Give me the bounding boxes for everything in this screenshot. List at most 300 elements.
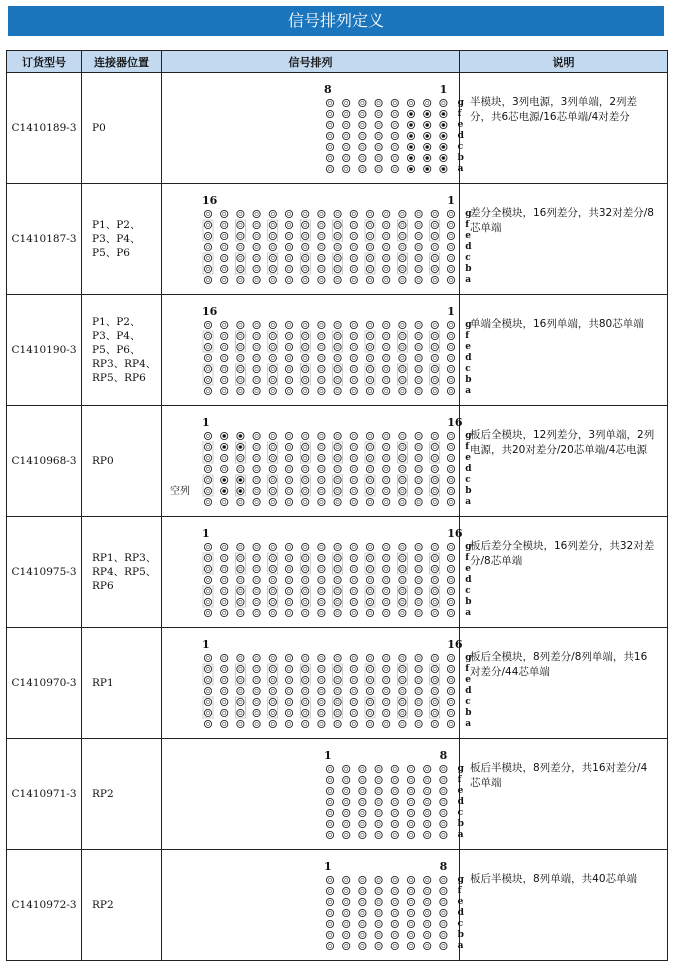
- pin-contact: [350, 720, 357, 727]
- pin-contact: [383, 498, 390, 505]
- pin-contact: [383, 254, 390, 261]
- pin-contact: [343, 942, 350, 949]
- pin-contact: [415, 687, 422, 694]
- pin-contact: [424, 876, 431, 883]
- pin-contact: [440, 165, 447, 172]
- pin-contact: [285, 387, 292, 394]
- pin-contact: [221, 321, 228, 328]
- pin-contact: [302, 432, 309, 439]
- column-end-number: 8: [439, 860, 448, 873]
- pin-contact: [285, 276, 292, 283]
- pin-contact: [334, 676, 341, 683]
- pin-contact: [440, 820, 447, 827]
- pin-contact: [318, 321, 325, 328]
- pin-contact: [415, 587, 422, 594]
- pin-contact: [366, 465, 373, 472]
- pin-contact: [375, 121, 382, 128]
- pin-contact: [302, 232, 309, 239]
- pin-contact: [285, 609, 292, 616]
- pin-contact: [204, 543, 211, 550]
- layout-cell: [162, 517, 472, 628]
- pin-contact: [399, 709, 406, 716]
- pin-contact: [237, 265, 244, 272]
- header-layout: 信号排列: [162, 51, 460, 73]
- pin-contact: [285, 232, 292, 239]
- pin-contact: [326, 99, 333, 106]
- pin-contact: [366, 276, 373, 283]
- pin-contact: [447, 443, 454, 450]
- pin-contact: [440, 909, 447, 916]
- pin-contact: [343, 887, 350, 894]
- pin-contact: [447, 476, 454, 483]
- pin-contact: [269, 654, 276, 661]
- layout-cell: [162, 295, 472, 406]
- pin-contact: [269, 321, 276, 328]
- pin-contact: [350, 321, 357, 328]
- position-cell: [82, 739, 162, 850]
- pin-contact: [415, 354, 422, 361]
- pin-contact: [359, 898, 366, 905]
- pin-contact: [415, 698, 422, 705]
- pin-grid: [200, 541, 459, 621]
- pin-contact: [359, 831, 366, 838]
- pin-contact: [431, 609, 438, 616]
- pin-contact: [221, 609, 228, 616]
- pin-contact: [269, 498, 276, 505]
- pin-contact: [237, 565, 244, 572]
- pin-contact: [326, 776, 333, 783]
- header-model: 订货型号: [7, 51, 82, 73]
- description-cell: [460, 406, 668, 517]
- pin-contact: [221, 387, 228, 394]
- pin-contact: [302, 343, 309, 350]
- pin-contact: [285, 554, 292, 561]
- pin-contact: [285, 343, 292, 350]
- pin-contact: [221, 709, 228, 716]
- pin-contact: [318, 254, 325, 261]
- pin-contact: [424, 898, 431, 905]
- pin-contact: [221, 254, 228, 261]
- pin-contact: [302, 676, 309, 683]
- pin-contact: [415, 232, 422, 239]
- pin-contact: [253, 709, 260, 716]
- pin-contact: [334, 343, 341, 350]
- pin-contact: [204, 576, 211, 583]
- connector-position: P1、P2、P3、P4、P5、P6: [92, 219, 141, 259]
- pin-contact: [343, 909, 350, 916]
- pin-contact: [391, 143, 398, 150]
- pin-contact: [431, 321, 438, 328]
- row-letter: e: [457, 897, 464, 907]
- row-letter: f: [465, 220, 470, 230]
- pin-contact: [253, 698, 260, 705]
- pin-contact: [237, 387, 244, 394]
- pin-contact: [447, 243, 454, 250]
- row-letter: a: [465, 275, 472, 285]
- pin-contact: [383, 543, 390, 550]
- pin-contact: [350, 576, 357, 583]
- column-end-number: 16: [447, 527, 463, 540]
- pin-contact: [302, 376, 309, 383]
- pin-contact: [383, 576, 390, 583]
- pin-contact: [399, 243, 406, 250]
- row-letter: b: [465, 486, 472, 496]
- pin-contact: [415, 210, 422, 217]
- pin-contact: [326, 110, 333, 117]
- row-letter: g: [465, 653, 472, 663]
- pin-contact: [407, 765, 414, 772]
- pin-contact: [366, 354, 373, 361]
- pin-contact: [350, 443, 357, 450]
- pin-contact: [334, 687, 341, 694]
- pin-contact: [302, 565, 309, 572]
- pin-contact: [383, 720, 390, 727]
- description-cell: [460, 184, 668, 295]
- pin-contact: [285, 265, 292, 272]
- pin-contact: [375, 920, 382, 927]
- pin-contact: [375, 165, 382, 172]
- pin-contact: [343, 776, 350, 783]
- pin-contact: [204, 609, 211, 616]
- pin-contact: [366, 387, 373, 394]
- pin-contact: [424, 121, 431, 128]
- pin-contact: [383, 665, 390, 672]
- pin-contact: [383, 265, 390, 272]
- model-number: C1410971-3: [11, 788, 77, 800]
- pin-contact: [253, 232, 260, 239]
- column-start-number: 1: [202, 527, 210, 540]
- pin-contact: [399, 354, 406, 361]
- description-text: 板后全模块，8列差分/8列单端，共16对差分/44芯单端: [470, 651, 648, 678]
- pin-contact: [415, 476, 422, 483]
- pin-contact: [302, 243, 309, 250]
- pin-contact: [383, 354, 390, 361]
- row-letter: e: [457, 786, 464, 796]
- pin-grid-svg: [322, 874, 452, 954]
- pin-contact: [440, 931, 447, 938]
- pin-contact: [415, 676, 422, 683]
- pin-contact: [366, 454, 373, 461]
- pin-contact: [302, 387, 309, 394]
- row-letter: f: [465, 442, 470, 452]
- pin-contact: [237, 243, 244, 250]
- pin-contact: [343, 99, 350, 106]
- pin-contact: [326, 876, 333, 883]
- pin-contact: [285, 654, 292, 661]
- pin-contact: [334, 454, 341, 461]
- pin-contact: [447, 698, 454, 705]
- row-letter: a: [457, 164, 464, 174]
- pin-grid: [200, 319, 459, 399]
- pin-contact: [375, 831, 382, 838]
- pin-contact: [237, 709, 244, 716]
- pin-contact: [237, 210, 244, 217]
- pin-contact: [383, 343, 390, 350]
- pin-contact: [237, 720, 244, 727]
- pin-contact: [221, 665, 228, 672]
- model-number: C1410970-3: [11, 677, 77, 689]
- description-text: 半模块，3列电源，3列单端，2列差分，共6芯电源/16芯单端/4对差分: [470, 96, 638, 123]
- pin-contact: [383, 387, 390, 394]
- pin-contact: [359, 931, 366, 938]
- pin-contact: [285, 210, 292, 217]
- row-letters: [465, 209, 471, 286]
- pin-contact: [269, 232, 276, 239]
- pin-contact: [350, 698, 357, 705]
- pin-contact: [391, 165, 398, 172]
- pin-contact: [407, 787, 414, 794]
- pin-contact: [269, 565, 276, 572]
- pin-contact: [221, 498, 228, 505]
- row-letter: e: [465, 342, 471, 352]
- row-letter: a: [457, 830, 464, 840]
- pin-contact: [285, 365, 292, 372]
- pin-contact: [399, 720, 406, 727]
- pin-contact: [366, 487, 373, 494]
- pin-contact: [350, 487, 357, 494]
- pin-contact: [366, 376, 373, 383]
- pin-contact: [415, 498, 422, 505]
- pin-contact: [221, 476, 228, 483]
- pin-contact: [366, 321, 373, 328]
- pin-contact: [204, 321, 211, 328]
- pin-contact: [447, 598, 454, 605]
- pin-contact: [359, 820, 366, 827]
- pin-contact: [415, 709, 422, 716]
- pin-contact: [407, 909, 414, 916]
- pin-contact: [415, 254, 422, 261]
- pin-contact: [285, 709, 292, 716]
- pin-contact: [334, 376, 341, 383]
- model-number: C1410189-3: [11, 122, 77, 134]
- pin-contact: [407, 154, 414, 161]
- pin-contact: [302, 576, 309, 583]
- pin-contact: [431, 709, 438, 716]
- pin-contact: [285, 665, 292, 672]
- model-number: C1410975-3: [11, 566, 77, 578]
- pin-contact: [326, 121, 333, 128]
- pin-contact: [350, 332, 357, 339]
- pin-contact: [334, 543, 341, 550]
- pin-contact: [415, 720, 422, 727]
- pin-contact: [221, 598, 228, 605]
- pin-contact: [285, 565, 292, 572]
- pin-contact: [399, 654, 406, 661]
- pin-contact: [383, 443, 390, 450]
- pin-contact: [424, 920, 431, 927]
- pin-contact: [431, 376, 438, 383]
- description-text: 单端全模块，16列单端，共80芯单端: [470, 318, 644, 330]
- pin-contact: [424, 831, 431, 838]
- pin-contact: [447, 265, 454, 272]
- pin-contact: [285, 443, 292, 450]
- pin-contact: [447, 676, 454, 683]
- connector-position: RP1、RP3、RP4、RP5、RP6: [92, 552, 157, 592]
- pin-contact: [285, 676, 292, 683]
- pin-contact: [285, 376, 292, 383]
- row-letter: g: [465, 431, 472, 441]
- pin-contact: [334, 609, 341, 616]
- pin-contact: [366, 543, 373, 550]
- pin-contact: [350, 210, 357, 217]
- pin-contact: [399, 565, 406, 572]
- pin-contact: [253, 276, 260, 283]
- pin-contact: [221, 443, 228, 450]
- pin-contact: [415, 609, 422, 616]
- pin-contact: [221, 576, 228, 583]
- pin-contact: [253, 720, 260, 727]
- pin-contact: [237, 676, 244, 683]
- pin-contact: [391, 787, 398, 794]
- pin-contact: [204, 343, 211, 350]
- pin-contact: [350, 354, 357, 361]
- pin-contact: [204, 598, 211, 605]
- pin-contact: [253, 576, 260, 583]
- row-letters: [458, 98, 464, 175]
- pin-contact: [359, 99, 366, 106]
- pin-contact: [285, 576, 292, 583]
- pin-contact: [326, 942, 333, 949]
- pin-contact: [318, 565, 325, 572]
- pin-contact: [269, 465, 276, 472]
- pin-contact: [447, 365, 454, 372]
- position-cell: [82, 850, 162, 961]
- pin-contact: [253, 665, 260, 672]
- pin-contact: [326, 831, 333, 838]
- pin-contact: [383, 676, 390, 683]
- pin-contact: [383, 276, 390, 283]
- pin-contact: [237, 354, 244, 361]
- pin-contact: [221, 554, 228, 561]
- pin-contact: [269, 354, 276, 361]
- pin-contact: [350, 232, 357, 239]
- pin-contact: [302, 454, 309, 461]
- column-start-number: 1: [202, 638, 210, 651]
- pin-contact: [424, 765, 431, 772]
- pin-contact: [447, 376, 454, 383]
- pin-contact: [424, 809, 431, 816]
- row-letter: b: [457, 819, 464, 829]
- pin-contact: [375, 143, 382, 150]
- pin-grid-svg: [200, 430, 459, 510]
- pin-contact: [302, 265, 309, 272]
- pin-contact: [221, 687, 228, 694]
- pin-contact: [415, 221, 422, 228]
- pin-contact: [391, 99, 398, 106]
- pin-contact: [221, 343, 228, 350]
- pin-contact: [204, 376, 211, 383]
- pin-contact: [424, 787, 431, 794]
- pin-contact: [350, 365, 357, 372]
- pin-contact: [237, 609, 244, 616]
- pin-contact: [318, 243, 325, 250]
- pin-contact: [334, 265, 341, 272]
- pin-contact: [285, 321, 292, 328]
- pin-contact: [237, 465, 244, 472]
- pin-contact: [318, 665, 325, 672]
- pin-contact: [204, 387, 211, 394]
- pin-contact: [302, 654, 309, 661]
- row-letter: f: [465, 664, 470, 674]
- pin-contact: [318, 498, 325, 505]
- row-letter: b: [465, 597, 472, 607]
- pin-contact: [285, 498, 292, 505]
- pin-contact: [415, 487, 422, 494]
- pin-contact: [221, 698, 228, 705]
- pin-contact: [326, 165, 333, 172]
- pin-contact: [302, 487, 309, 494]
- row-letter: g: [465, 320, 472, 330]
- pin-contact: [350, 598, 357, 605]
- pin-contact: [366, 243, 373, 250]
- pin-contact: [366, 232, 373, 239]
- pin-contact: [326, 132, 333, 139]
- pin-contact: [318, 709, 325, 716]
- pin-contact: [424, 909, 431, 916]
- row-letter: d: [457, 908, 464, 918]
- pin-contact: [285, 243, 292, 250]
- pin-contact: [221, 365, 228, 372]
- pin-contact: [391, 942, 398, 949]
- pin-contact: [343, 920, 350, 927]
- table-row: [7, 850, 668, 961]
- pin-contact: [334, 354, 341, 361]
- pin-contact: [343, 143, 350, 150]
- pin-contact: [407, 876, 414, 883]
- pin-contact: [269, 687, 276, 694]
- pin-contact: [407, 110, 414, 117]
- pin-contact: [375, 765, 382, 772]
- pin-contact: [424, 154, 431, 161]
- pin-grid: [322, 763, 452, 843]
- description-cell: [460, 517, 668, 628]
- pin-contact: [237, 598, 244, 605]
- pin-contact: [383, 476, 390, 483]
- pin-contact: [415, 265, 422, 272]
- pin-contact: [447, 387, 454, 394]
- pin-contact: [431, 576, 438, 583]
- pin-contact: [383, 709, 390, 716]
- pin-contact: [415, 376, 422, 383]
- pin-contact: [318, 476, 325, 483]
- pin-contact: [447, 687, 454, 694]
- pin-contact: [350, 565, 357, 572]
- pin-contact: [326, 143, 333, 150]
- pin-contact: [399, 687, 406, 694]
- pin-contact: [343, 831, 350, 838]
- table-row: [7, 517, 668, 628]
- pin-contact: [415, 576, 422, 583]
- description-cell: [460, 628, 668, 739]
- pin-contact: [221, 332, 228, 339]
- pin-contact: [221, 243, 228, 250]
- pin-contact: [221, 487, 228, 494]
- pin-contact: [424, 110, 431, 117]
- pin-contact: [350, 221, 357, 228]
- row-letter: e: [465, 453, 471, 463]
- pin-contact: [318, 276, 325, 283]
- column-end-number: 16: [447, 416, 463, 429]
- pin-contact: [253, 598, 260, 605]
- pin-contact: [253, 543, 260, 550]
- pin-contact: [366, 687, 373, 694]
- signal-table: [6, 50, 668, 961]
- pin-contact: [253, 332, 260, 339]
- pin-contact: [237, 376, 244, 383]
- pin-contact: [285, 254, 292, 261]
- pin-contact: [269, 598, 276, 605]
- pin-contact: [318, 654, 325, 661]
